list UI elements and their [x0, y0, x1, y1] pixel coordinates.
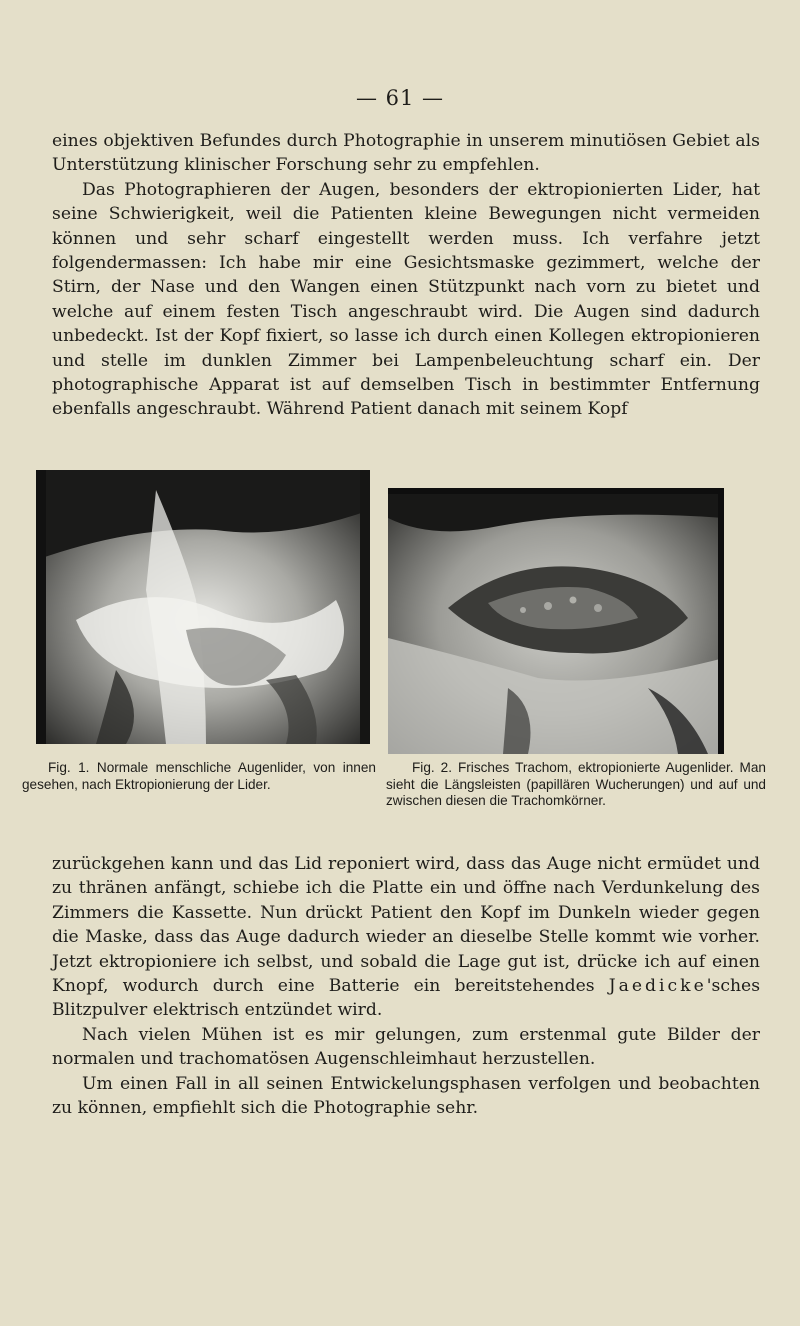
paragraph: Das Photographieren der Augen, besonders der ektropionierten Lider, hat seine Schwierigkeit, weil die Patienten kleine Bewegungen nicht vermeiden können und sehr scharf eingestellt werden muss. Ich verfahre jetzt folgendermassen: Ich habe mir eine Gesichtsmaske gezimmert, welche der Stirn, der Nase und den Wangen einen Stützpunkt nach vorn zu bietet und welche auf einem festen Tisch angeschraubt wird. Die Augen sind dadurch unbedeckt. Ist der Kopf fixiert, so lasse ich durch einen Kollegen ektropionieren und stelle im dunklen Zimmer bei Lampenbeleuchtung scharf ein. Der photographische Apparat ist auf demselben Tisch in bestimmter Entfernung ebenfalls angeschraubt. Während Patient danach mit seinem Kopf: [52, 179, 760, 420]
figure-1-photo: [36, 470, 370, 744]
paragraph: Nach vielen Mühen ist es mir gelungen, zum erstenmal gute Bilder der normalen und trachomatösen Augenschleimhaut herzustellen.: [52, 1024, 760, 1070]
normal-eyelid-photo: [36, 470, 370, 744]
figure-1-caption: [22, 760, 376, 793]
figure-1-label: Fig. 1.: [48, 760, 90, 775]
paragraph: [52, 852, 760, 1023]
trachoma-eyelid-photo: [388, 488, 724, 754]
author-name: Jaedicke: [608, 976, 707, 997]
figure-2-caption: [386, 760, 766, 810]
paragraph-part: 'sches Blitzpulver elektrisch entzündet wird.: [52, 976, 761, 1021]
body-text-top: [52, 129, 760, 422]
paragraph: Um einen Fall in all seinen Entwickelungsphasen verfolgen und beobachten zu können, empfiehlt sich die Photographie sehr.: [52, 1073, 760, 1119]
page-number: — 61 —: [355, 86, 445, 110]
body-text-bottom: [52, 852, 760, 1120]
figure-2-label: Fig. 2.: [412, 760, 452, 775]
figure-1-caption-text: Normale menschliche Augenlider, von innen gesehen, nach Ektropionierung der Lider.: [22, 760, 376, 792]
figure-2-photo: [388, 488, 724, 754]
figure-2-caption-text: Frisches Trachom, ektropionierte Augenlider. Man sieht die Längsleisten (papillären Wucherungen) und auf und zwischen diesen die Trachomkörner.: [386, 760, 766, 809]
paragraph: eines objektiven Befundes durch Photographie in unserem minutiösen Gebiet als Unterstützung klinischer Forschung sehr zu empfehlen.: [52, 131, 760, 176]
paragraph-part: zurückgehen kann und das Lid reponiert wird, dass das Auge nicht ermüdet und zu thränen anfängt, schiebe ich die Platte ein und öffne nach Verdunkelung des Zimmers die Kassette. Nun drückt Patient den Kopf im Dunkeln wieder gegen die Maske, dass das Auge dadurch wieder an dieselbe Stelle kommt wie vorher. Jetzt ektropioniere ich selbst, und sobald die Lage gut ist, drücke ich auf einen Knopf, wodurch durch eine Batterie ein bereitstehendes: [52, 854, 760, 997]
